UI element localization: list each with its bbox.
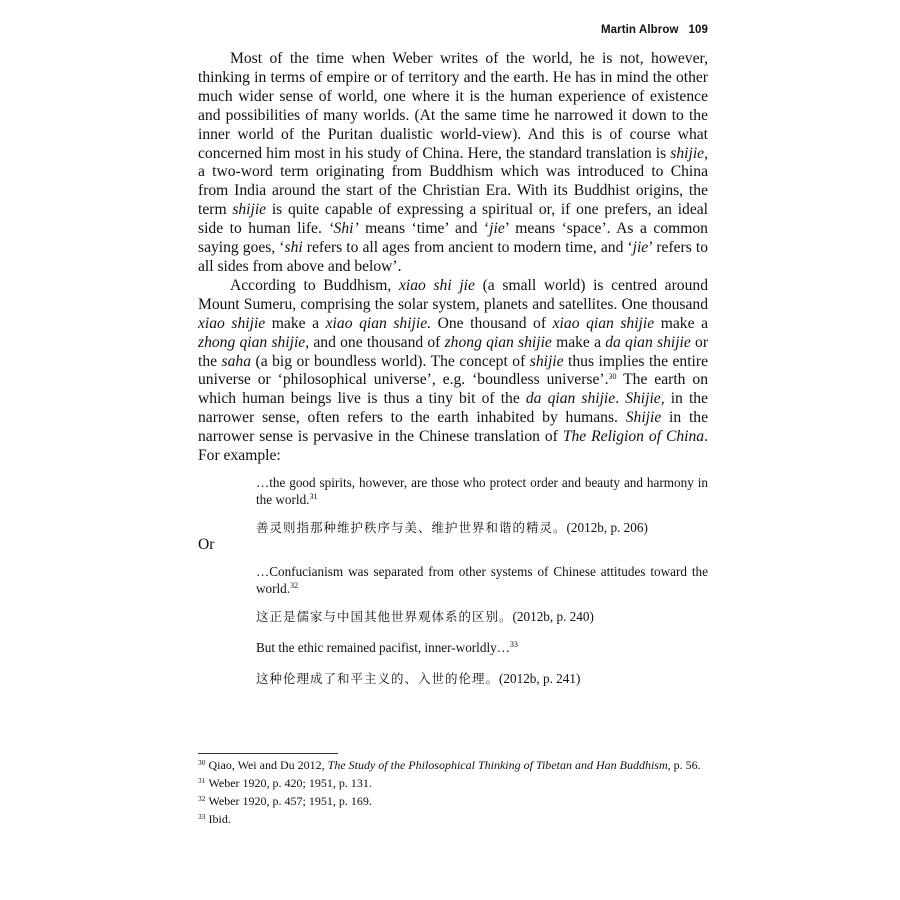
italic-term: jie: [632, 239, 649, 257]
text-run: ’ means ‘space’. As a common saying goes, ‘: [198, 220, 708, 257]
footnote-text: Weber 1920, p. 420; 1951, p. 131.: [208, 776, 372, 790]
text-run: make a: [265, 314, 326, 332]
italic-term: ‘Shi’: [328, 220, 359, 238]
citation: (2012b, p. 241): [499, 670, 581, 686]
italic-term: shi: [284, 239, 303, 257]
text-run: (a small world) is centred around Mount Sumeru, comprising the solar system, planets and satellites. One thousand: [198, 276, 708, 313]
text-run: or the: [198, 333, 709, 370]
text-run: , a two-word term originating from Buddhism which was introduced to China from India around the start of the Christian Era. With its Buddhist origins, the term: [198, 144, 708, 219]
quote-text: …Confucianism was separated from other systems of Chinese attitudes toward the world.: [256, 563, 708, 596]
italic-term: zhong qian shijie: [198, 333, 306, 351]
italic-term: xiao qian shijie.: [325, 314, 432, 332]
quote-text: …the good spirits, however, are those who protect order and beauty and harmony in the world.: [256, 474, 708, 507]
text-run: , and one thousand of: [305, 333, 445, 351]
text-run: refers to all ages from ancient to modern time, and ‘: [302, 239, 633, 257]
footnote-number: 31: [198, 776, 206, 785]
chinese-text: 这正是儒家与中国其他世界观体系的区别。: [256, 608, 513, 624]
footnote-30: [198, 758, 708, 773]
text-run: (a big or boundless world). The concept of: [251, 352, 530, 370]
footnote-ref[interactable]: 30: [608, 372, 617, 382]
block-quote-3: [256, 639, 708, 656]
footnote-text: , p. 56.: [667, 758, 701, 772]
footnote-text: Qiao, Wei and Du 2012,: [208, 758, 328, 772]
text-run: The earth on which human beings live is thus a tiny bit of the: [198, 371, 708, 408]
page-number: 109: [688, 24, 708, 36]
running-head-author: Martin Albrow: [600, 24, 679, 36]
italic-term: xiao shijie: [198, 314, 266, 332]
italic-term: xiao shi jie: [398, 276, 475, 294]
italic-term: shijie: [670, 144, 705, 162]
text-run: According to Buddhism,: [230, 276, 399, 294]
italic-term: Shijie,: [625, 390, 665, 408]
italic-term: jie: [489, 220, 505, 238]
italic-term: shijie: [232, 201, 267, 219]
footnote-ref[interactable]: 31: [309, 491, 318, 501]
text-run: One thousand of: [431, 314, 553, 332]
body-text: [198, 50, 708, 687]
italic-term: saha: [221, 352, 252, 370]
block-quote-2: [256, 563, 708, 597]
citation: (2012b, p. 240): [512, 608, 594, 624]
footnote-number: 30: [198, 758, 206, 767]
footnote-text: Weber 1920, p. 457; 1951, p. 169.: [208, 794, 372, 808]
paragraph-2: [198, 277, 708, 466]
text-run: make a: [654, 314, 708, 332]
block-quote-1: [256, 474, 708, 508]
footnote-number: 33: [198, 812, 206, 821]
italic-term: Shijie: [625, 409, 662, 427]
quote-text: But the ethic remained pacifist, inner-worldly…: [256, 639, 510, 655]
footnote-title: The Study of the Philosophical Thinking of Tibetan and Han Buddhism: [327, 758, 668, 772]
text-run: thus implies the entire universe or ‘philosophical universe’, e.g. ‘boundless universe’.: [198, 352, 708, 389]
citation: (2012b, p. 206): [566, 519, 648, 535]
text-run: Most of the time when Weber writes of the world, he is not, however, thinking in terms of empire or of territory and the earth. He has in mind the other much wider sense of world, one where it is the human experience of existence and possibilities of many worlds. (At the same time he narrowed it down to the inner world of the Puritan dualistic world-view). And this is of course what concerned him most in his study of China. Here, the standard translation is: [198, 50, 708, 162]
footnote-text: Ibid.: [208, 812, 231, 826]
footnotes: [198, 758, 708, 830]
text-run: . For example:: [198, 428, 708, 465]
text-run: ’ refers to all sides from above and below’.: [198, 239, 708, 275]
chinese-quote-2: [256, 608, 708, 625]
footnote-31: [198, 776, 708, 791]
italic-term: da qian shijie: [605, 333, 691, 351]
footnote-ref[interactable]: 32: [290, 580, 299, 590]
text-run: is quite capable of expressing a spiritual or, if one prefers, an ideal side to human life.: [198, 201, 708, 238]
chinese-quote-3: [256, 670, 708, 687]
text-run: in the narrower sense is pervasive in the Chinese translation of: [198, 409, 709, 446]
text-run: means ‘time’ and ‘: [358, 220, 490, 238]
running-head: [560, 24, 708, 36]
italic-term: shijie: [529, 352, 564, 370]
or-connector: Or: [198, 535, 215, 553]
footnote-32: [198, 794, 708, 809]
italic-term: xiao qian shijie: [552, 314, 655, 332]
text-run: in the narrower sense, often refers to the earth inhabited by humans.: [198, 390, 709, 427]
italic-term: da qian shijie: [525, 390, 616, 408]
paragraph-1: [198, 50, 708, 277]
italic-term: zhong qian shijie: [444, 333, 552, 351]
text-run: .: [615, 390, 626, 408]
footnote-number: 32: [198, 794, 206, 803]
italic-book-title: The Religion of China: [562, 428, 705, 446]
footnote-ref[interactable]: 33: [509, 639, 518, 649]
chinese-text: 这种伦理成了和平主义的、入世的伦理。: [256, 670, 500, 686]
chinese-quote-1: [256, 519, 708, 536]
chinese-text: 善灵则指那种维护秩序与美、维护世界和谐的精灵。: [256, 519, 567, 535]
footnote-33: [198, 812, 708, 827]
text-run: make a: [551, 333, 606, 351]
footnote-divider: [198, 753, 338, 754]
